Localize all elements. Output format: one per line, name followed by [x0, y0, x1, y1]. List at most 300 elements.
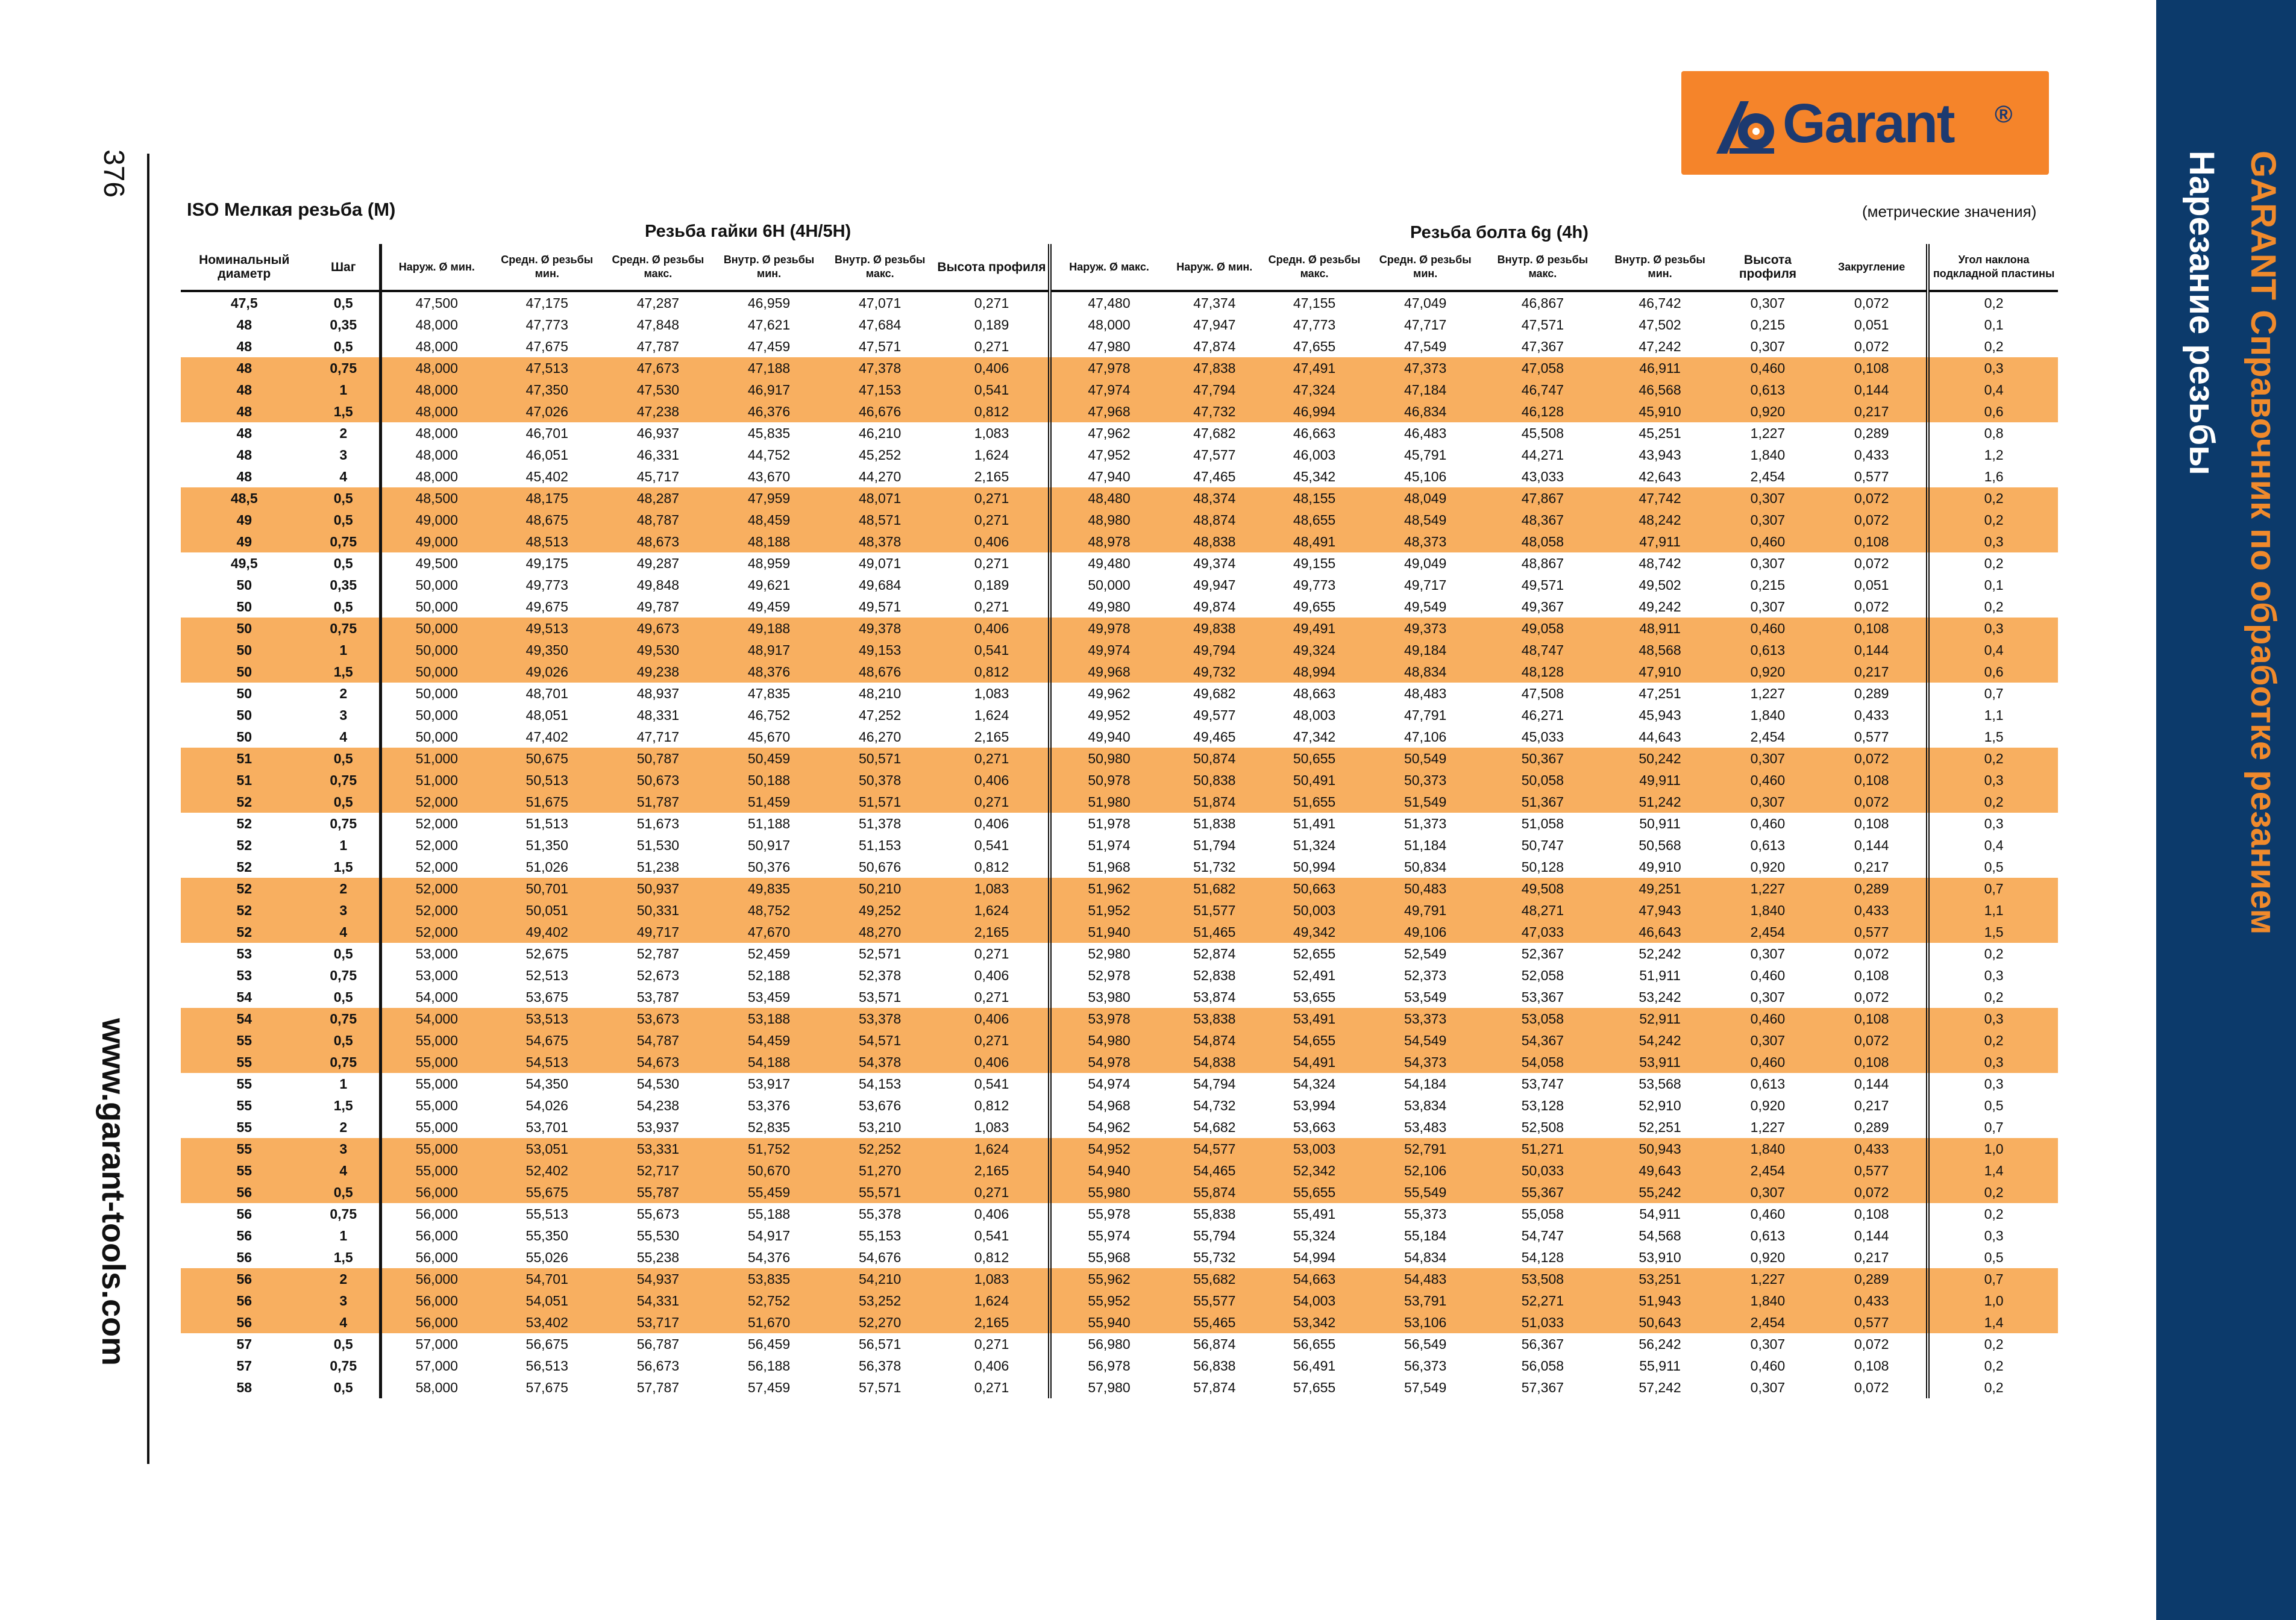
value-cell: 50,331 — [603, 899, 714, 921]
value-cell: 46,742 — [1639, 295, 1681, 311]
value-cell: 0,217 — [1817, 401, 1928, 422]
value-cell: 0,1 — [1928, 314, 2058, 336]
value-cell: 47,968 — [1050, 401, 1167, 422]
value-cell: 55,491 — [1293, 1206, 1336, 1222]
value-cell: 47,838 — [1167, 357, 1262, 379]
value-cell: 53,838 — [1167, 1008, 1262, 1030]
value-cell: 0,307 — [1750, 599, 1786, 615]
value-cell: 47,508 — [1521, 686, 1564, 701]
value-cell: 49,287 — [636, 555, 680, 571]
value-cell: 49,530 — [603, 639, 714, 661]
pitch-cell: 2 — [307, 1268, 380, 1290]
value-cell: 0,5 — [1928, 1095, 2058, 1116]
value-cell: 47,621 — [747, 317, 791, 333]
value-cell: 50,058 — [1484, 769, 1602, 791]
value-cell: 50,051 — [492, 899, 603, 921]
value-cell: 53,373 — [1367, 1008, 1484, 1030]
value-cell: 54,787 — [603, 1030, 714, 1051]
value-cell: 49,238 — [603, 661, 714, 683]
value-cell: 0,541 — [974, 837, 1009, 853]
value-cell: 54,331 — [603, 1290, 714, 1312]
value-cell: 53,835 — [714, 1268, 824, 1290]
value-cell: 0,460 — [1719, 1008, 1817, 1030]
value-cell: 47,188 — [714, 357, 824, 379]
value-cell: 52,874 — [1193, 946, 1236, 962]
value-cell: 47,952 — [1050, 444, 1167, 466]
value-cell: 46,663 — [1293, 425, 1336, 441]
value-cell: 52,373 — [1404, 968, 1447, 983]
value-cell: 0,920 — [1719, 661, 1817, 683]
value-cell: 55,153 — [859, 1228, 902, 1243]
nominal-diameter-cell: 52 — [181, 921, 307, 943]
table-row — [181, 1203, 2058, 1225]
value-cell: 0,108 — [1854, 1206, 1889, 1222]
value-cell: 55,465 — [1167, 1312, 1262, 1333]
value-cell: 55,571 — [824, 1181, 935, 1203]
value-cell: 51,000 — [380, 769, 491, 791]
nominal-diameter-cell: 52 — [236, 859, 252, 875]
value-cell: 0,307 — [1719, 487, 1817, 509]
nominal-diameter-cell: 50 — [236, 729, 252, 745]
thread-table — [181, 244, 2058, 1398]
value-cell: 47,251 — [1639, 686, 1681, 701]
value-cell: 47,106 — [1404, 729, 1447, 745]
value-cell: 52,106 — [1367, 1160, 1484, 1181]
value-cell: 47,835 — [747, 686, 791, 701]
value-cell: 49,188 — [714, 618, 824, 639]
pitch-cell: 4 — [339, 729, 348, 745]
pitch-cell: 0,35 — [330, 577, 357, 593]
value-cell: 49,684 — [859, 577, 902, 593]
value-cell: 50,643 — [1601, 1312, 1719, 1333]
value-cell: 51,350 — [525, 837, 568, 853]
value-cell: 49,373 — [1367, 618, 1484, 639]
table-row — [181, 1160, 2058, 1181]
value-cell: 0,3 — [1928, 1008, 2058, 1030]
value-cell: 55,000 — [380, 1138, 491, 1160]
table-row — [181, 1181, 2058, 1203]
value-cell: 54,367 — [1484, 1030, 1602, 1051]
value-cell: 53,402 — [492, 1312, 603, 1333]
value-cell: 49,838 — [1167, 618, 1262, 639]
value-cell: 46,643 — [1601, 921, 1719, 943]
value-cell: 52,571 — [859, 946, 902, 962]
table-row — [181, 1290, 2058, 1312]
value-cell: 52,367 — [1521, 946, 1564, 962]
value-cell: 49,513 — [492, 618, 603, 639]
value-cell: 55,373 — [1404, 1206, 1447, 1222]
value-cell: 48,663 — [1293, 686, 1336, 701]
value-cell: 0,613 — [1750, 1076, 1786, 1092]
value-cell: 54,459 — [714, 1030, 824, 1051]
value-cell: 48,378 — [824, 531, 935, 552]
value-cell: 57,980 — [1050, 1377, 1167, 1398]
page-number: 376 — [98, 149, 130, 198]
value-cell: 0,613 — [1750, 1228, 1786, 1243]
value-cell: 44,270 — [859, 469, 902, 484]
nominal-diameter-cell: 47,5 — [230, 295, 258, 311]
value-cell: 0,541 — [974, 1076, 1009, 1092]
value-cell: 55,000 — [380, 1095, 491, 1116]
value-cell: 1,624 — [974, 447, 1009, 463]
value-cell: 51,968 — [1050, 856, 1167, 878]
table-row — [181, 509, 2058, 531]
value-cell: 0,3 — [1928, 965, 2058, 986]
value-cell: 47,530 — [603, 379, 714, 401]
value-cell: 0,920 — [1719, 401, 1817, 422]
value-cell: 48,175 — [492, 487, 603, 509]
table-row — [181, 813, 2058, 834]
value-cell: 56,655 — [1293, 1336, 1336, 1352]
pitch-cell: 4 — [307, 921, 380, 943]
pitch-cell: 3 — [339, 447, 348, 463]
value-cell: 52,911 — [1601, 1008, 1719, 1030]
nominal-diameter-cell: 57 — [236, 1358, 252, 1374]
value-cell: 51,980 — [1050, 791, 1167, 813]
value-cell: 45,943 — [1639, 707, 1681, 723]
pitch-cell: 2 — [339, 1119, 348, 1135]
band-subtitle: Нарезание резьбы — [2182, 151, 2221, 475]
value-cell: 0,072 — [1854, 555, 1889, 571]
value-cell: 50,747 — [1521, 837, 1564, 853]
value-cell: 55,962 — [1050, 1268, 1167, 1290]
value-cell: 47,373 — [1367, 357, 1484, 379]
value-cell: 0,3 — [1928, 1225, 2058, 1246]
nominal-diameter-cell: 50 — [236, 577, 252, 593]
value-cell: 54,210 — [824, 1268, 935, 1290]
table-row — [181, 1073, 2058, 1095]
value-cell: 49,184 — [1367, 639, 1484, 661]
value-cell: 50,373 — [1367, 769, 1484, 791]
table-row — [181, 856, 2058, 878]
value-cell: 49,911 — [1601, 769, 1719, 791]
value-cell: 47,491 — [1262, 357, 1367, 379]
pitch-cell: 3 — [307, 1290, 380, 1312]
value-cell: 49,978 — [1050, 618, 1167, 639]
value-cell: 53,000 — [380, 943, 491, 965]
value-cell: 57,549 — [1404, 1380, 1447, 1395]
value-cell: 48,000 — [380, 336, 491, 357]
table-row — [181, 704, 2058, 726]
value-cell: 54,663 — [1262, 1268, 1367, 1290]
value-cell: 47,717 — [1404, 317, 1447, 333]
value-cell: 53,937 — [636, 1119, 680, 1135]
value-cell: 0,2 — [1928, 336, 2058, 357]
value-cell: 47,500 — [380, 291, 491, 314]
value-cell: 0,217 — [1817, 661, 1928, 683]
value-cell: 47,940 — [1050, 466, 1167, 487]
value-cell: 47,655 — [1293, 339, 1336, 354]
value-cell: 49,071 — [859, 555, 902, 571]
value-cell: 52,000 — [380, 856, 491, 878]
value-cell: 0,3 — [1928, 813, 2058, 834]
value-cell: 0,108 — [1854, 968, 1889, 983]
value-cell: 52,673 — [636, 968, 680, 983]
pitch-cell: 1,5 — [333, 1098, 353, 1113]
value-cell: 50,917 — [747, 837, 791, 853]
value-cell: 48,867 — [1521, 555, 1564, 571]
value-cell: 52,459 — [747, 946, 791, 962]
value-cell: 0,920 — [1750, 1249, 1786, 1265]
value-cell: 52,752 — [714, 1290, 824, 1312]
value-cell: 0,2 — [1928, 552, 2058, 574]
value-cell: 49,342 — [1262, 921, 1367, 943]
pitch-cell: 1 — [339, 1076, 348, 1092]
value-cell: 47,026 — [492, 401, 603, 422]
value-cell: 1,227 — [1750, 425, 1786, 441]
value-cell: 53,051 — [492, 1138, 603, 1160]
nominal-diameter-cell: 52 — [181, 878, 307, 899]
table-row — [181, 487, 2058, 509]
value-cell: 52,980 — [1050, 943, 1167, 965]
value-cell: 49,000 — [380, 509, 491, 531]
value-cell: 54,980 — [1050, 1030, 1167, 1051]
nominal-diameter-cell: 52 — [181, 899, 307, 921]
value-cell: 46,917 — [714, 379, 824, 401]
value-cell: 52,978 — [1050, 965, 1167, 986]
value-cell: 49,402 — [492, 921, 603, 943]
value-cell: 0,2 — [1928, 1030, 2058, 1051]
pitch-cell: 0,5 — [333, 1336, 353, 1352]
value-cell: 0,215 — [1750, 317, 1786, 333]
value-cell: 49,940 — [1050, 726, 1167, 748]
pitch-cell: 0,75 — [307, 357, 380, 379]
value-cell: 53,673 — [603, 1008, 714, 1030]
value-cell: 0,406 — [935, 1051, 1049, 1073]
nominal-diameter-cell: 56 — [181, 1290, 307, 1312]
value-cell: 0,812 — [974, 1249, 1009, 1265]
value-cell: 53,188 — [714, 1008, 824, 1030]
value-cell: 0,2 — [1928, 1333, 2058, 1355]
value-cell: 57,367 — [1521, 1380, 1564, 1395]
value-cell: 1,840 — [1750, 447, 1786, 463]
value-cell: 49,787 — [636, 599, 680, 615]
value-cell: 0,072 — [1817, 791, 1928, 813]
units-note: (метрические значения) — [1862, 202, 2037, 220]
value-cell: 2,454 — [1719, 1312, 1817, 1333]
value-cell: 54,513 — [492, 1051, 603, 1073]
value-cell: 55,026 — [525, 1249, 568, 1265]
value-cell: 49,968 — [1050, 661, 1167, 683]
value-cell: 49,549 — [1404, 599, 1447, 615]
value-cell: 49,242 — [1639, 599, 1681, 615]
value-cell: 55,378 — [859, 1206, 902, 1222]
value-cell: 50,874 — [1167, 748, 1262, 769]
table-row — [181, 466, 2058, 487]
header-cell: Высота профиля — [935, 244, 1049, 291]
value-cell: 47,513 — [492, 357, 603, 379]
value-cell: 1,5 — [1928, 921, 2058, 943]
logo-wordmark: Garant — [1783, 93, 1954, 154]
value-cell: 50,242 — [1601, 748, 1719, 769]
nominal-diameter-cell: 53 — [236, 968, 252, 983]
band-title: GARANT Справочник по обработке резанием — [2244, 151, 2283, 935]
nominal-diameter-cell: 55 — [181, 1030, 307, 1051]
value-cell: 45,342 — [1293, 469, 1336, 484]
value-cell: 55,350 — [525, 1228, 568, 1243]
value-cell: 45,252 — [859, 447, 902, 463]
value-cell: 0,577 — [1854, 469, 1889, 484]
value-cell: 50,943 — [1601, 1138, 1719, 1160]
value-cell: 0,271 — [974, 1380, 1009, 1395]
value-cell: 1,6 — [1928, 466, 2058, 487]
value-cell: 1,624 — [974, 707, 1009, 723]
value-cell: 47,773 — [1293, 317, 1336, 333]
value-cell: 56,673 — [636, 1358, 680, 1374]
value-cell: 48,049 — [1367, 487, 1484, 509]
table-row — [181, 1030, 2058, 1051]
value-cell: 49,773 — [1293, 577, 1336, 593]
value-cell: 51,000 — [380, 748, 491, 769]
value-cell: 0,812 — [935, 661, 1049, 683]
value-cell: 53,791 — [1367, 1290, 1484, 1312]
value-cell: 0,541 — [974, 1228, 1009, 1243]
value-cell: 50,937 — [603, 878, 714, 899]
value-cell: 55,787 — [603, 1181, 714, 1203]
value-cell: 54,549 — [1367, 1030, 1484, 1051]
value-cell: 49,106 — [1367, 921, 1484, 943]
table-row — [181, 769, 2058, 791]
pitch-cell: 0,5 — [307, 487, 380, 509]
value-cell: 46,676 — [824, 401, 935, 422]
value-cell: 0,271 — [974, 946, 1009, 962]
value-cell: 53,331 — [603, 1138, 714, 1160]
value-cell: 54,188 — [714, 1051, 824, 1073]
value-cell: 48,000 — [380, 466, 491, 487]
value-cell: 49,835 — [714, 878, 824, 899]
value-cell: 49,952 — [1050, 704, 1167, 726]
pitch-cell: 1 — [339, 1228, 348, 1243]
value-cell: 48,271 — [1484, 899, 1602, 921]
value-cell: 53,675 — [525, 989, 568, 1005]
value-cell: 48,491 — [1262, 531, 1367, 552]
value-cell: 0,108 — [1817, 357, 1928, 379]
value-cell: 1,227 — [1719, 1268, 1817, 1290]
value-cell: 0,7 — [1928, 1268, 2058, 1290]
value-cell: 54,747 — [1521, 1228, 1564, 1243]
table-row — [181, 834, 2058, 856]
value-cell: 2,165 — [935, 1312, 1049, 1333]
nominal-diameter-cell: 48 — [236, 469, 252, 484]
value-cell: 50,128 — [1521, 859, 1564, 875]
value-cell: 53,676 — [859, 1098, 902, 1113]
value-cell: 0,5 — [1928, 856, 2058, 878]
pitch-cell: 0,5 — [333, 599, 353, 615]
header-cell: Угол наклона подкладной пластины — [1928, 244, 2058, 291]
value-cell: 50,911 — [1639, 816, 1681, 831]
value-cell: 51,838 — [1193, 816, 1236, 831]
value-cell: 53,980 — [1050, 986, 1167, 1008]
value-cell: 45,508 — [1521, 425, 1564, 441]
value-cell: 0,307 — [1750, 1380, 1786, 1395]
value-cell: 48,000 — [380, 314, 491, 336]
value-cell: 0,2 — [1928, 1181, 2058, 1203]
value-cell: 51,465 — [1167, 921, 1262, 943]
garant-logo-icon — [1711, 96, 1778, 157]
value-cell: 1,0 — [1928, 1138, 2058, 1160]
value-cell: 55,952 — [1050, 1290, 1167, 1312]
value-cell: 55,459 — [714, 1181, 824, 1203]
value-cell: 49,675 — [525, 599, 568, 615]
value-cell: 50,655 — [1262, 748, 1367, 769]
value-cell: 50,787 — [603, 748, 714, 769]
value-cell: 0,289 — [1817, 878, 1928, 899]
value-cell: 0,072 — [1817, 1181, 1928, 1203]
value-cell: 0,5 — [1928, 1246, 2058, 1268]
nominal-diameter-cell: 56 — [236, 1249, 252, 1265]
value-cell: 45,251 — [1639, 425, 1681, 441]
value-cell: 1,840 — [1750, 707, 1786, 723]
value-cell: 56,000 — [380, 1246, 491, 1268]
value-cell: 51,911 — [1639, 968, 1681, 983]
value-cell: 51,271 — [1484, 1138, 1602, 1160]
value-cell: 0,307 — [1719, 748, 1817, 769]
value-cell: 0,406 — [974, 1358, 1009, 1374]
value-cell: 53,106 — [1367, 1312, 1484, 1333]
value-cell: 48,500 — [380, 487, 491, 509]
nominal-diameter-cell: 50 — [236, 707, 252, 723]
pitch-cell: 2 — [307, 878, 380, 899]
value-cell: 49,324 — [1262, 639, 1367, 661]
nominal-diameter-cell: 49 — [181, 531, 307, 552]
value-cell: 54,968 — [1050, 1095, 1167, 1116]
value-cell: 0,072 — [1854, 295, 1889, 311]
value-cell: 55,324 — [1293, 1228, 1336, 1243]
value-cell: 46,959 — [747, 295, 791, 311]
pitch-cell: 1,5 — [333, 859, 353, 875]
value-cell: 50,003 — [1262, 899, 1367, 921]
table-row — [181, 1268, 2058, 1290]
value-cell: 0,072 — [1854, 989, 1889, 1005]
nominal-diameter-cell: 56 — [181, 1268, 307, 1290]
value-cell: 0,3 — [1928, 531, 2058, 552]
nominal-diameter-cell: 55 — [181, 1160, 307, 1181]
header-cell: Наруж. Ø макс. — [1050, 244, 1167, 291]
header-cell: Средн. Ø резьбы мин. — [492, 244, 603, 291]
value-cell: 0,613 — [1750, 837, 1786, 853]
value-cell: 50,033 — [1484, 1160, 1602, 1181]
value-cell: 46,752 — [747, 707, 791, 723]
value-cell: 47,502 — [1639, 317, 1681, 333]
table-row — [181, 726, 2058, 748]
value-cell: 1,1 — [1928, 704, 2058, 726]
table-row — [181, 422, 2058, 444]
table-row — [181, 1246, 2058, 1268]
value-cell: 53,787 — [636, 989, 680, 1005]
value-cell: 47,033 — [1484, 921, 1602, 943]
value-cell: 55,980 — [1050, 1181, 1167, 1203]
value-cell: 0,406 — [935, 1008, 1049, 1030]
value-cell: 55,367 — [1484, 1181, 1602, 1203]
value-cell: 54,676 — [859, 1249, 902, 1265]
header-cell: Внутр. Ø резьбы макс. — [1484, 244, 1602, 291]
logo-registered-mark: ® — [1995, 101, 2013, 128]
value-cell: 47,911 — [1601, 531, 1719, 552]
pitch-cell: 0,35 — [330, 317, 357, 333]
value-cell: 47,910 — [1601, 661, 1719, 683]
value-cell: 0,406 — [935, 531, 1049, 552]
value-cell: 44,271 — [1521, 447, 1564, 463]
value-cell: 0,3 — [1928, 769, 2058, 791]
value-cell: 50,000 — [380, 574, 491, 596]
pitch-cell: 0,75 — [307, 531, 380, 552]
value-cell: 1,840 — [1719, 1138, 1817, 1160]
value-cell: 0,433 — [1854, 447, 1889, 463]
value-cell: 0,271 — [935, 748, 1049, 769]
value-cell: 50,483 — [1367, 878, 1484, 899]
value-cell: 0,2 — [1928, 986, 2058, 1008]
value-cell: 0,189 — [974, 317, 1009, 333]
